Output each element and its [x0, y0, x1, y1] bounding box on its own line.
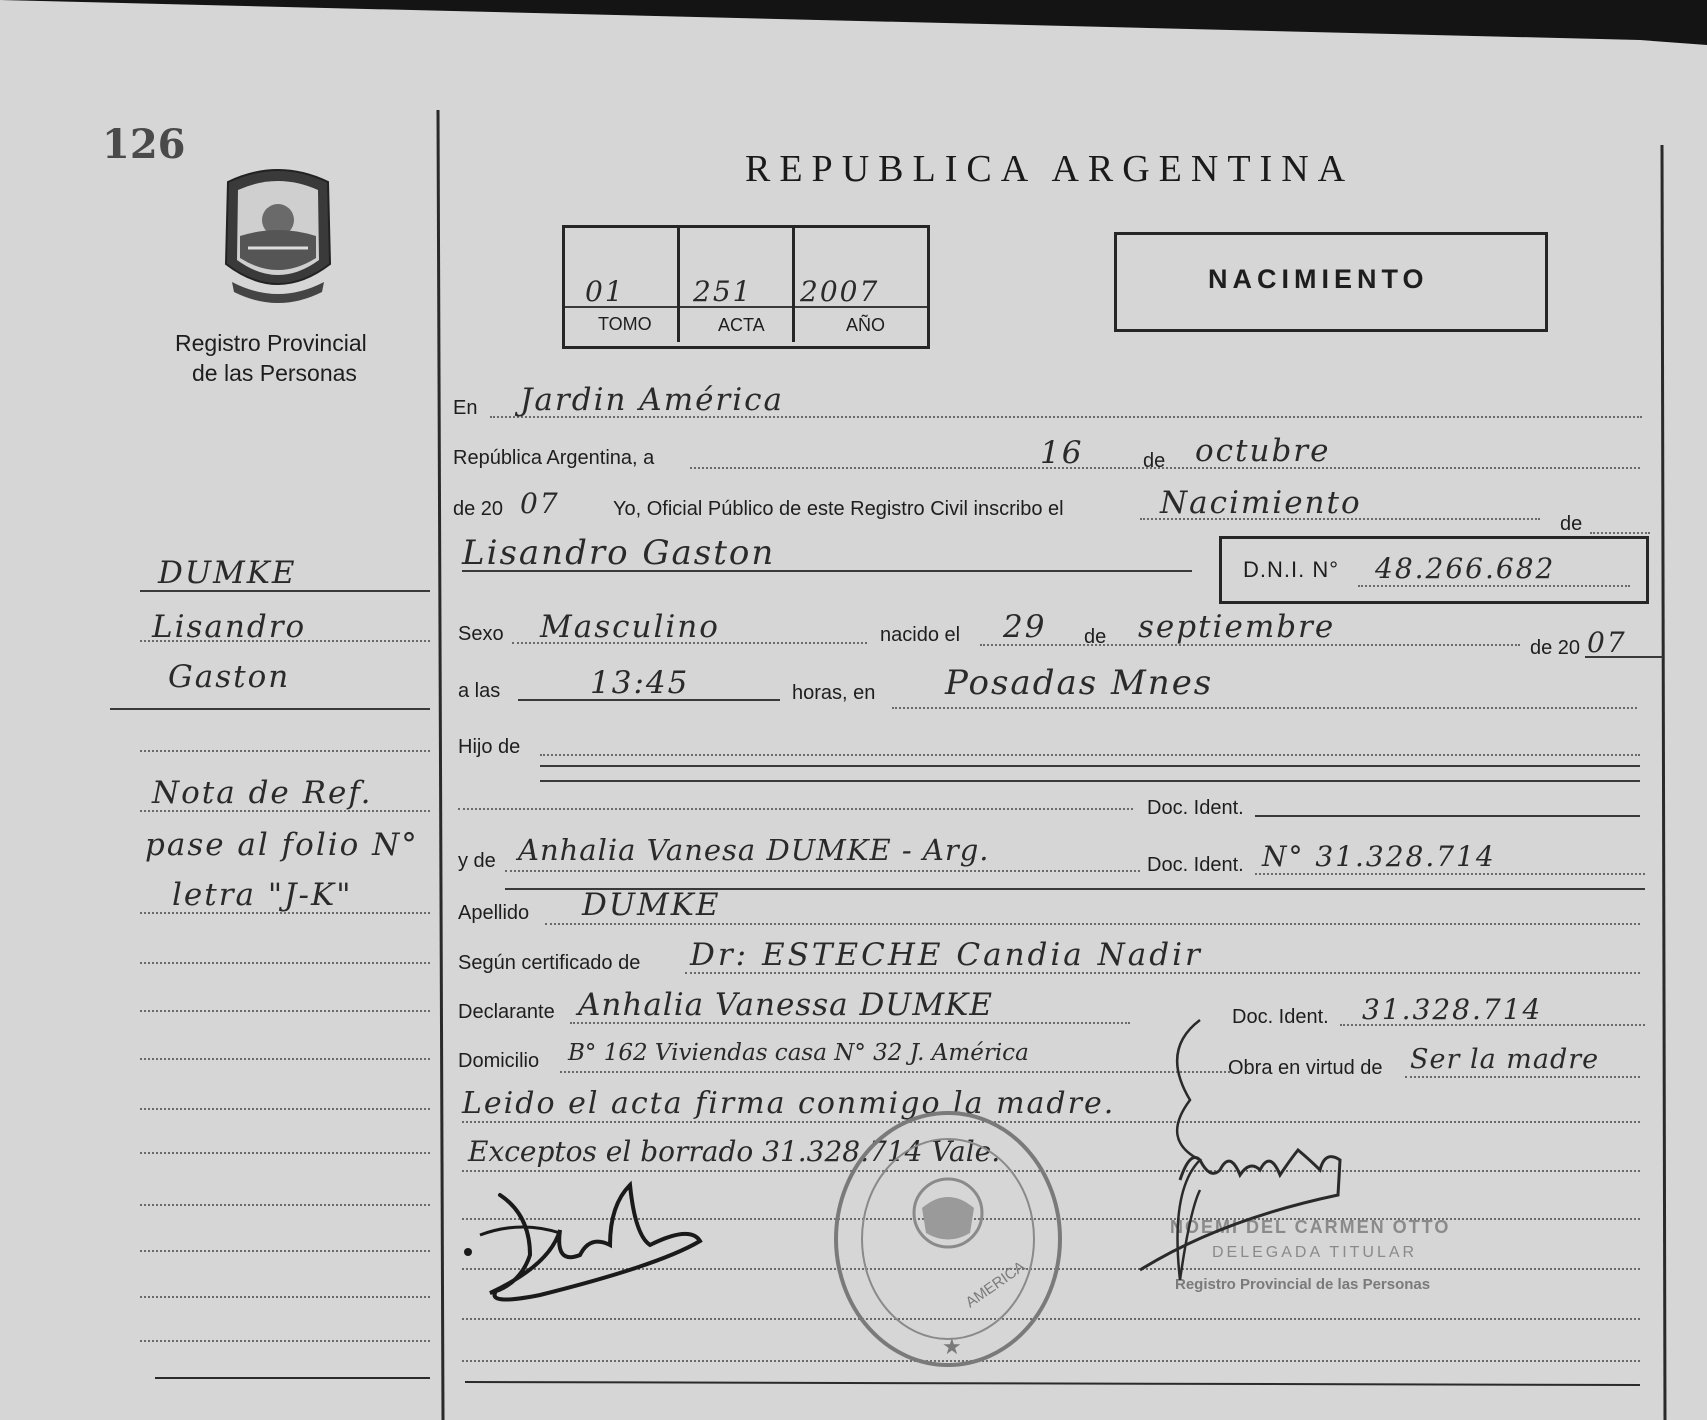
margin-note-3: letra "J-K" — [172, 877, 353, 913]
label-de-birth-month: de — [1084, 626, 1107, 648]
value-mother: Anhalia Vanesa DUMKE - Arg. — [518, 833, 990, 867]
label-apellido: Apellido — [458, 902, 530, 924]
line-de-tail — [1590, 532, 1650, 534]
value-sex: Masculino — [540, 609, 720, 645]
margin-line-5 — [140, 810, 430, 812]
label-obra: Obra en virtud de — [1228, 1057, 1383, 1079]
margin-line-4 — [140, 750, 430, 752]
registry-name-line2: de las Personas — [192, 360, 357, 386]
margin-line-8 — [140, 1010, 430, 1012]
official-seal-stamp — [830, 1108, 1066, 1370]
value-capacity: Ser la madre — [1410, 1044, 1600, 1075]
act-type: NACIMIENTO — [1208, 264, 1429, 294]
margin-line-14 — [140, 1296, 430, 1298]
value-birth-month: septiembre — [1138, 609, 1336, 645]
label-republica: República Argentina, a — [453, 447, 655, 469]
label-doc-mother: Doc. Ident. — [1147, 854, 1244, 876]
line-birth-place — [892, 707, 1637, 709]
value-day: 16 — [1040, 435, 1084, 471]
value-mother-doc: N° 31.328.714 — [1262, 840, 1496, 873]
margin-line-3 — [110, 708, 430, 710]
seal-inner-text: AMERICA — [962, 1258, 1029, 1312]
value-place: Jardin América — [520, 382, 785, 418]
margin-name-2: Gaston — [168, 659, 291, 695]
label-hijo: Hijo de — [458, 736, 521, 758]
value-act: Nacimiento — [1160, 485, 1362, 521]
label-doc-father: Doc. Ident. — [1147, 797, 1244, 819]
margin-line-2 — [140, 640, 430, 642]
line-mother — [505, 870, 1140, 872]
line-capacity — [1405, 1076, 1640, 1078]
record-box-separator-1 — [677, 228, 680, 342]
value-month: octubre — [1195, 433, 1331, 469]
label-dni: D.N.I. N° — [1243, 557, 1340, 582]
value-surname: DUMKE — [582, 887, 721, 923]
label-domicilio: Domicilio — [458, 1050, 540, 1072]
value-note-1: Leido el acta firma conmigo la madre. — [462, 1086, 1116, 1121]
value-certificate: Dr: ESTECHE Candia Nadir — [690, 937, 1203, 973]
tomo-value: 01 — [585, 275, 625, 308]
value-note-2: Exceptos el borrado 31.328.714 Vale. — [468, 1135, 1001, 1168]
line-father-3 — [540, 780, 1640, 782]
label-horas: horas, en — [792, 682, 876, 704]
margin-line-15 — [140, 1340, 430, 1342]
registry-name-line1: Registro Provincial — [175, 330, 367, 356]
line-birth-year — [1585, 656, 1663, 658]
line-given-names — [462, 570, 1192, 572]
margin-line-6 — [140, 912, 430, 914]
margin-line-1 — [140, 590, 430, 592]
provincial-coat-of-arms-logo — [218, 164, 338, 304]
officer-role: DELEGADA TITULAR — [1212, 1244, 1418, 1261]
country-title: REPUBLICA ARGENTINA — [745, 148, 1355, 190]
label-doc-declarant: Doc. Ident. — [1232, 1006, 1329, 1028]
margin-note-2: pase al folio N° — [145, 827, 419, 863]
margin-line-13 — [140, 1250, 430, 1252]
value-declarant-doc: 31.328.714 — [1362, 993, 1543, 1026]
margin-line-7 — [140, 962, 430, 964]
label-de-month: de — [1143, 450, 1166, 472]
label-en: En — [453, 397, 478, 419]
officer-name: NOEMI DEL CARMEN OTTO — [1170, 1217, 1451, 1237]
value-dni: 48.266.682 — [1375, 552, 1556, 585]
sheet-number: 126 — [102, 121, 186, 168]
margin-line-10 — [140, 1108, 430, 1110]
value-year-suffix: 07 — [520, 487, 560, 520]
label-de-20: de 20 — [453, 498, 504, 520]
value-birth-year-suffix: 07 — [1587, 626, 1627, 659]
margin-line-12 — [140, 1204, 430, 1206]
line-father-doc-value — [1255, 815, 1640, 817]
declarant-signature — [460, 1175, 720, 1305]
value-address: B° 162 Viviendas casa N° 32 J. América — [568, 1040, 1029, 1066]
officer-office: Registro Provincial de las Personas — [1175, 1276, 1431, 1293]
acta-label: ACTA — [718, 315, 765, 335]
label-de-2007: de 20 — [1530, 637, 1581, 659]
tomo-label: TOMO — [598, 314, 652, 334]
label-y-de: y de — [458, 850, 496, 872]
acta-value: 251 — [693, 275, 753, 308]
margin-name-1: Lisandro — [152, 609, 307, 645]
officer-signature — [1120, 1010, 1380, 1310]
line-father — [540, 754, 1640, 756]
label-a-las: a las — [458, 680, 501, 702]
label-segun: Según certificado de — [458, 952, 641, 974]
margin-surname: DUMKE — [158, 555, 297, 591]
anio-value: 2007 — [800, 275, 880, 308]
value-birth-day: 29 — [1003, 609, 1047, 645]
label-nacido: nacido el — [880, 624, 961, 646]
line-father-doc — [458, 808, 1133, 810]
label-de-names: de — [1560, 513, 1583, 535]
anio-label: AÑO — [846, 315, 886, 335]
label-oficial: Yo, Oficial Público de este Registro Civil inscribo el — [613, 498, 1064, 520]
value-time: 13:45 — [590, 665, 690, 701]
line-mother-doc — [1255, 873, 1645, 875]
value-given-names: Lisandro Gaston — [462, 533, 776, 573]
label-sexo: Sexo — [458, 623, 504, 645]
label-declarante: Declarante — [458, 1001, 555, 1023]
value-declarant: Anhalia Vanessa DUMKE — [578, 987, 993, 1023]
margin-note-1: Nota de Ref. — [152, 775, 373, 811]
svg-text:★: ★ — [942, 1335, 962, 1360]
line-father-2 — [540, 765, 1640, 767]
value-birth-place: Posadas Mnes — [945, 663, 1214, 703]
record-box-separator-2 — [792, 228, 795, 342]
line-surname — [545, 923, 1640, 925]
margin-line-9 — [140, 1058, 430, 1060]
margin-line-11 — [140, 1152, 430, 1154]
line-dni — [1358, 585, 1630, 587]
